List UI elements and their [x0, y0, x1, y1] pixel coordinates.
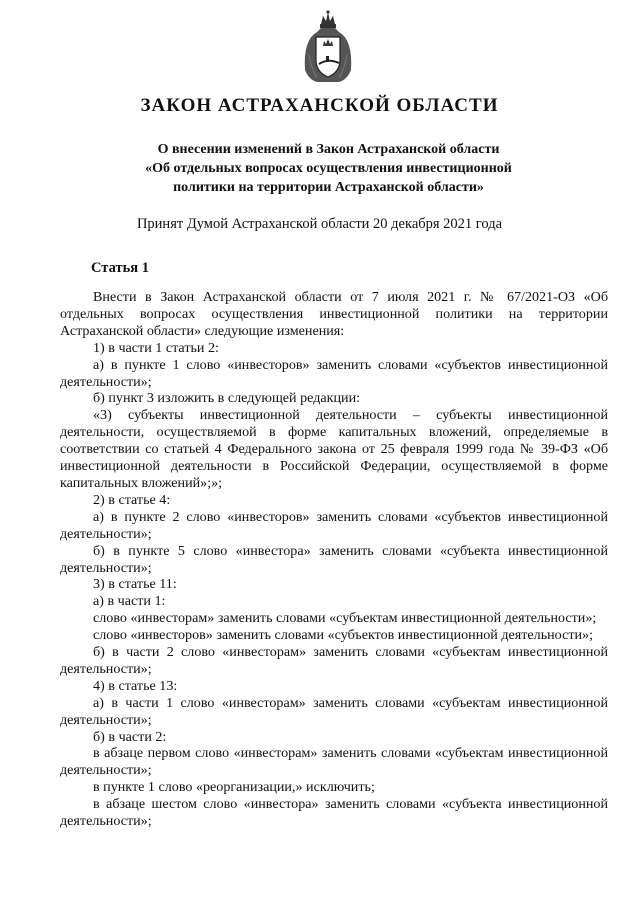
article-paragraph: в абзаце шестом слово «инвестора» заменить словами «субъекта инвестиционной деятельности»;	[60, 796, 608, 830]
article-paragraph: «3) субъекты инвестиционной деятельности – субъекты инвестиционной деятельности, осуществляемой в форме капитальных вложений, определяемые в соответствии со статьей 4 Федерального закона от 25 февраля 1999 года № 39-ФЗ «Об инвестиционной деятельности в Российской Федерации, осуществляемой в форме капитальных вложений»;»;	[60, 407, 608, 491]
article-paragraph: а) в пункте 2 слово «инвесторов» заменить словами «субъектов инвестиционной деятельности»;	[60, 508, 608, 542]
article-paragraph: б) в части 2 слово «инвесторам» заменить словами «субъектам инвестиционной деятельности»;	[60, 644, 608, 677]
article-paragraph: слово «инвесторам» заменить словами «субъектам инвестиционной деятельности»;	[93, 610, 597, 627]
article-paragraph: слово «инвесторов» заменить словами «субъектов инвестиционной деятельности»;	[93, 627, 593, 644]
article-paragraph: Внести в Закон Астраханской области от 7 июля 2021 г. № 67/2021-ОЗ «Об отдельных вопросах осуществления инвестиционной политики на территории Астраханской области» следующие изменения:	[60, 289, 608, 339]
article-body	[60, 289, 608, 830]
article-paragraph: 1) в части 1 статьи 2:	[93, 339, 219, 356]
article-paragraph: в абзаце первом слово «инвесторам» заменить словами «субъектам инвестиционной деятельности»;	[60, 745, 608, 779]
article-paragraph: а) в части 1:	[93, 593, 166, 610]
article-heading: Статья 1	[91, 260, 149, 276]
article-paragraph: в пункте 1 слово «реорганизации,» исключить;	[93, 779, 375, 796]
subtitle-line: «Об отдельных вопросах осуществления инвестиционной	[145, 161, 512, 176]
article-paragraph: 2) в статье 4:	[93, 491, 171, 508]
astrakhan-coat-of-arms-icon	[299, 10, 357, 86]
article-paragraph: а) в пункте 1 слово «инвесторов» заменить словами «субъектов инвестиционной деятельности»;	[60, 356, 608, 390]
subtitle-line: О внесении изменений в Закон Астраханской области	[157, 142, 500, 157]
article-paragraph: б) пункт 3 изложить в следующей редакции:	[93, 390, 361, 407]
law-subtitle	[80, 140, 577, 197]
article-paragraph: 3) в статье 11:	[93, 576, 177, 593]
article-paragraph: 4) в статье 13:	[93, 677, 178, 694]
subtitle-line: политики на территории Астраханской области»	[173, 180, 484, 195]
article-paragraph: б) в пункте 5 слово «инвестора» заменить словами «субъекта инвестиционной деятельности»;	[60, 542, 608, 576]
adoption-note: Принят Думой Астраханской области 20 декабря 2021 года	[136, 216, 503, 232]
law-title: ЗАКОН АСТРАХАНСКОЙ ОБЛАСТИ	[140, 95, 499, 116]
article-paragraph: б) в части 2:	[93, 728, 167, 745]
article-paragraph: а) в части 1 слово «инвесторам» заменить словами «субъектам инвестиционной деятельности»;	[60, 694, 608, 728]
